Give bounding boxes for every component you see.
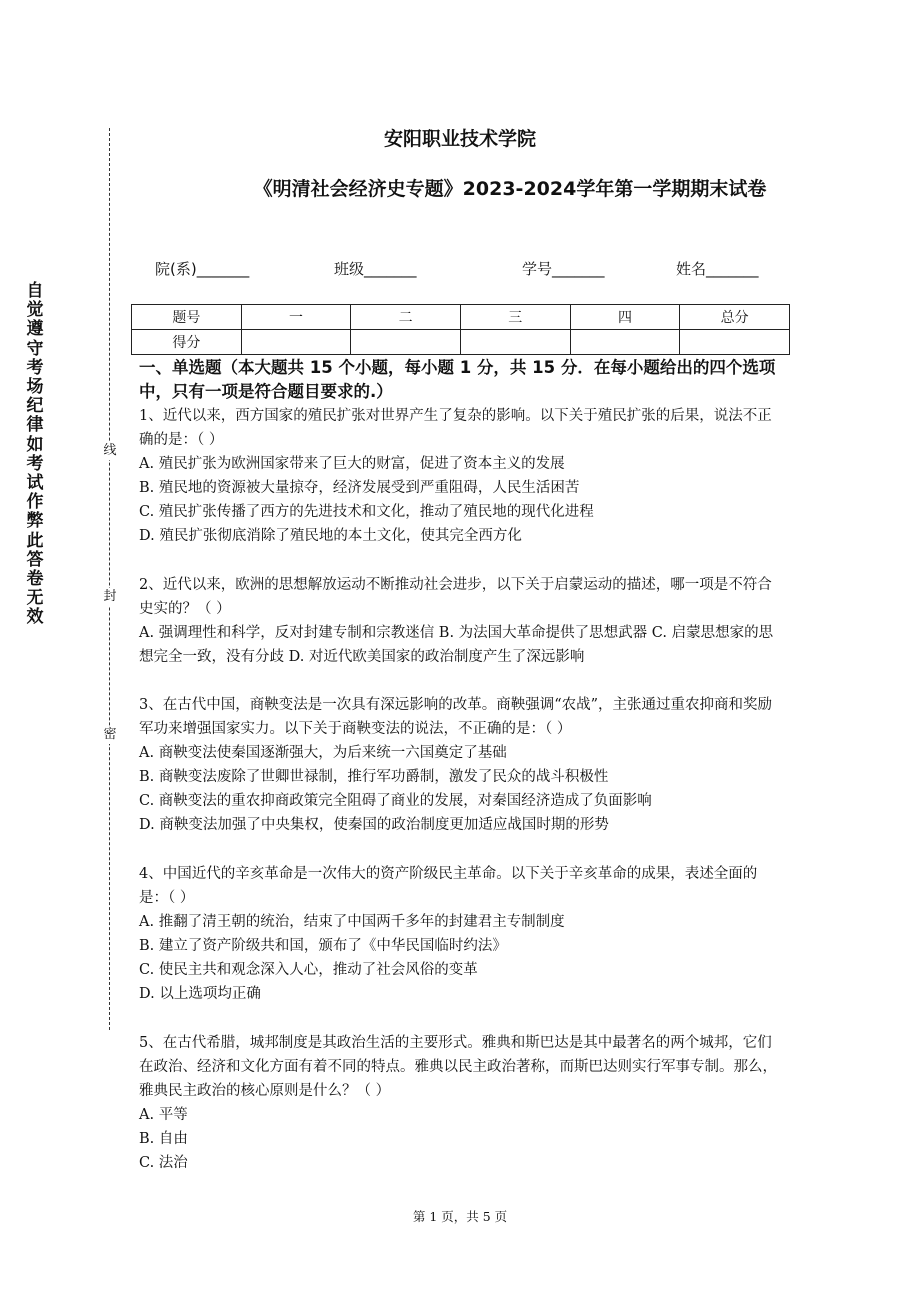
question-stem: 1、近代以来，西方国家的殖民扩张对世界产生了复杂的影响。以下关于殖民扩张的后果，说法不正确的是：（ ） [139, 408, 772, 448]
info-department: 院(系)_______ [155, 260, 250, 278]
option-a: A. 商鞅变法使秦国逐渐强大，为后来统一六国奠定了基础 [139, 745, 507, 761]
seal-label-seal: 封 [103, 589, 117, 604]
question-stem: 5、在古代希腊，城邦制度是其政治生活的主要形式。雅典和斯巴达是其中最著名的两个城邦，它们在政治、经济和文化方面有着不同的特点。雅典以民主政治著称，而斯巴达则实行军事专制。那么，雅典民主政治的核心原则是什么？（ ） [139, 1035, 777, 1099]
option-d: D. 商鞅变法加强了中央集权，使秦国的政治制度更加适应战国时期的形势 [139, 817, 609, 833]
score-header-cell: 三 [460, 305, 570, 330]
question-3 [139, 693, 784, 837]
option-a: A. 推翻了清王朝的统治，结束了中国两千多年的封建君主专制制度 [139, 914, 565, 930]
option-a: A. 殖民扩张为欧洲国家带来了巨大的财富，促进了资本主义的发展 [139, 456, 565, 472]
score-header-cell: 一 [241, 305, 351, 330]
score-cell[interactable] [351, 330, 461, 355]
score-header-cell: 二 [351, 305, 461, 330]
question-stem: 4、中国近代的辛亥革命是一次伟大的资产阶级民主革命。以下关于辛亥革命的成果，表述全面的是：（ ） [139, 866, 758, 906]
option-b: B. 建立了资产阶级共和国，颁布了《中华民国临时约法》 [139, 938, 507, 954]
question-stem: 3、在古代中国，商鞅变法是一次具有深远影响的改革。商鞅强调“农战”，主张通过重农抑商和奖励军功来增强国家实力。以下关于商鞅变法的说法，不正确的是：（ ） [139, 697, 773, 737]
page-number: 第 1 页，共 5 页 [412, 1209, 508, 1224]
score-cell[interactable] [570, 330, 680, 355]
option-c: C. 商鞅变法的重农抑商政策完全阻碍了商业的发展，对秦国经济造成了负面影响 [139, 793, 652, 809]
score-row-label: 得分 [132, 330, 242, 355]
option-d: D. 殖民扩张彻底消除了殖民地的本土文化，使其完全西方化 [139, 528, 522, 544]
option-d: D. 以上选项均正确 [139, 986, 261, 1002]
option-b: B. 殖民地的资源被大量掠夺，经济发展受到严重阻碍，人民生活困苦 [139, 480, 580, 496]
question-5 [139, 1031, 784, 1175]
score-table-header-row [132, 305, 790, 330]
section-heading: 一、单选题（本大题共 15 个小题，每小题 1 分，共 15 分．在每小题给出的四个选项中，只有一项是符合题目要求的.） [139, 358, 776, 401]
option-c: C. 法治 [139, 1155, 188, 1171]
school-name: 安阳职业技术学院 [383, 128, 536, 150]
seal-dashed-line [109, 128, 110, 1030]
exam-title: 《明清社会经济史专题》2023-2024学年第一学期期末试卷 [253, 178, 767, 200]
option-a: A. 平等 [139, 1107, 188, 1123]
seal-label-line: 线 [103, 443, 117, 458]
score-table [131, 304, 790, 355]
score-cell[interactable] [241, 330, 351, 355]
option-b: B. 自由 [139, 1131, 188, 1147]
score-table-score-row [132, 330, 790, 355]
score-header-cell: 题号 [132, 305, 242, 330]
seal-label-secret: 密 [103, 727, 117, 742]
question-stem: 2、近代以来，欧洲的思想解放运动不断推动社会进步，以下关于启蒙运动的描述，哪一项是不符合史实的？（ ） [139, 577, 772, 617]
score-cell[interactable] [460, 330, 570, 355]
info-class: 班级_______ [334, 260, 417, 278]
question-2 [139, 573, 784, 669]
score-header-cell: 总分 [680, 305, 790, 330]
score-header-cell: 四 [570, 305, 680, 330]
question-1 [139, 404, 784, 548]
question-4 [139, 862, 784, 1006]
option-list: A. 强调理性和科学，反对封建专制和宗教迷信 B. 为法国大革命提供了思想武器 C. 启蒙思想家的思想完全一致，没有分歧 D. 对近代欧美国家的政治制度产生了深远影响 [139, 625, 774, 665]
option-c: C. 殖民扩张传播了西方的先进技术和文化，推动了殖民地的现代化进程 [139, 504, 594, 520]
info-student-id: 学号_______ [522, 260, 605, 278]
info-name: 姓名_______ [676, 260, 759, 278]
exam-discipline-note: 自觉遵守考场纪律如考试作弊此答卷无效 [26, 281, 44, 628]
score-cell[interactable] [680, 330, 790, 355]
option-c: C. 使民主共和观念深入人心，推动了社会风俗的变革 [139, 962, 478, 978]
option-b: B. 商鞅变法废除了世卿世禄制，推行军功爵制，激发了民众的战斗积极性 [139, 769, 609, 785]
